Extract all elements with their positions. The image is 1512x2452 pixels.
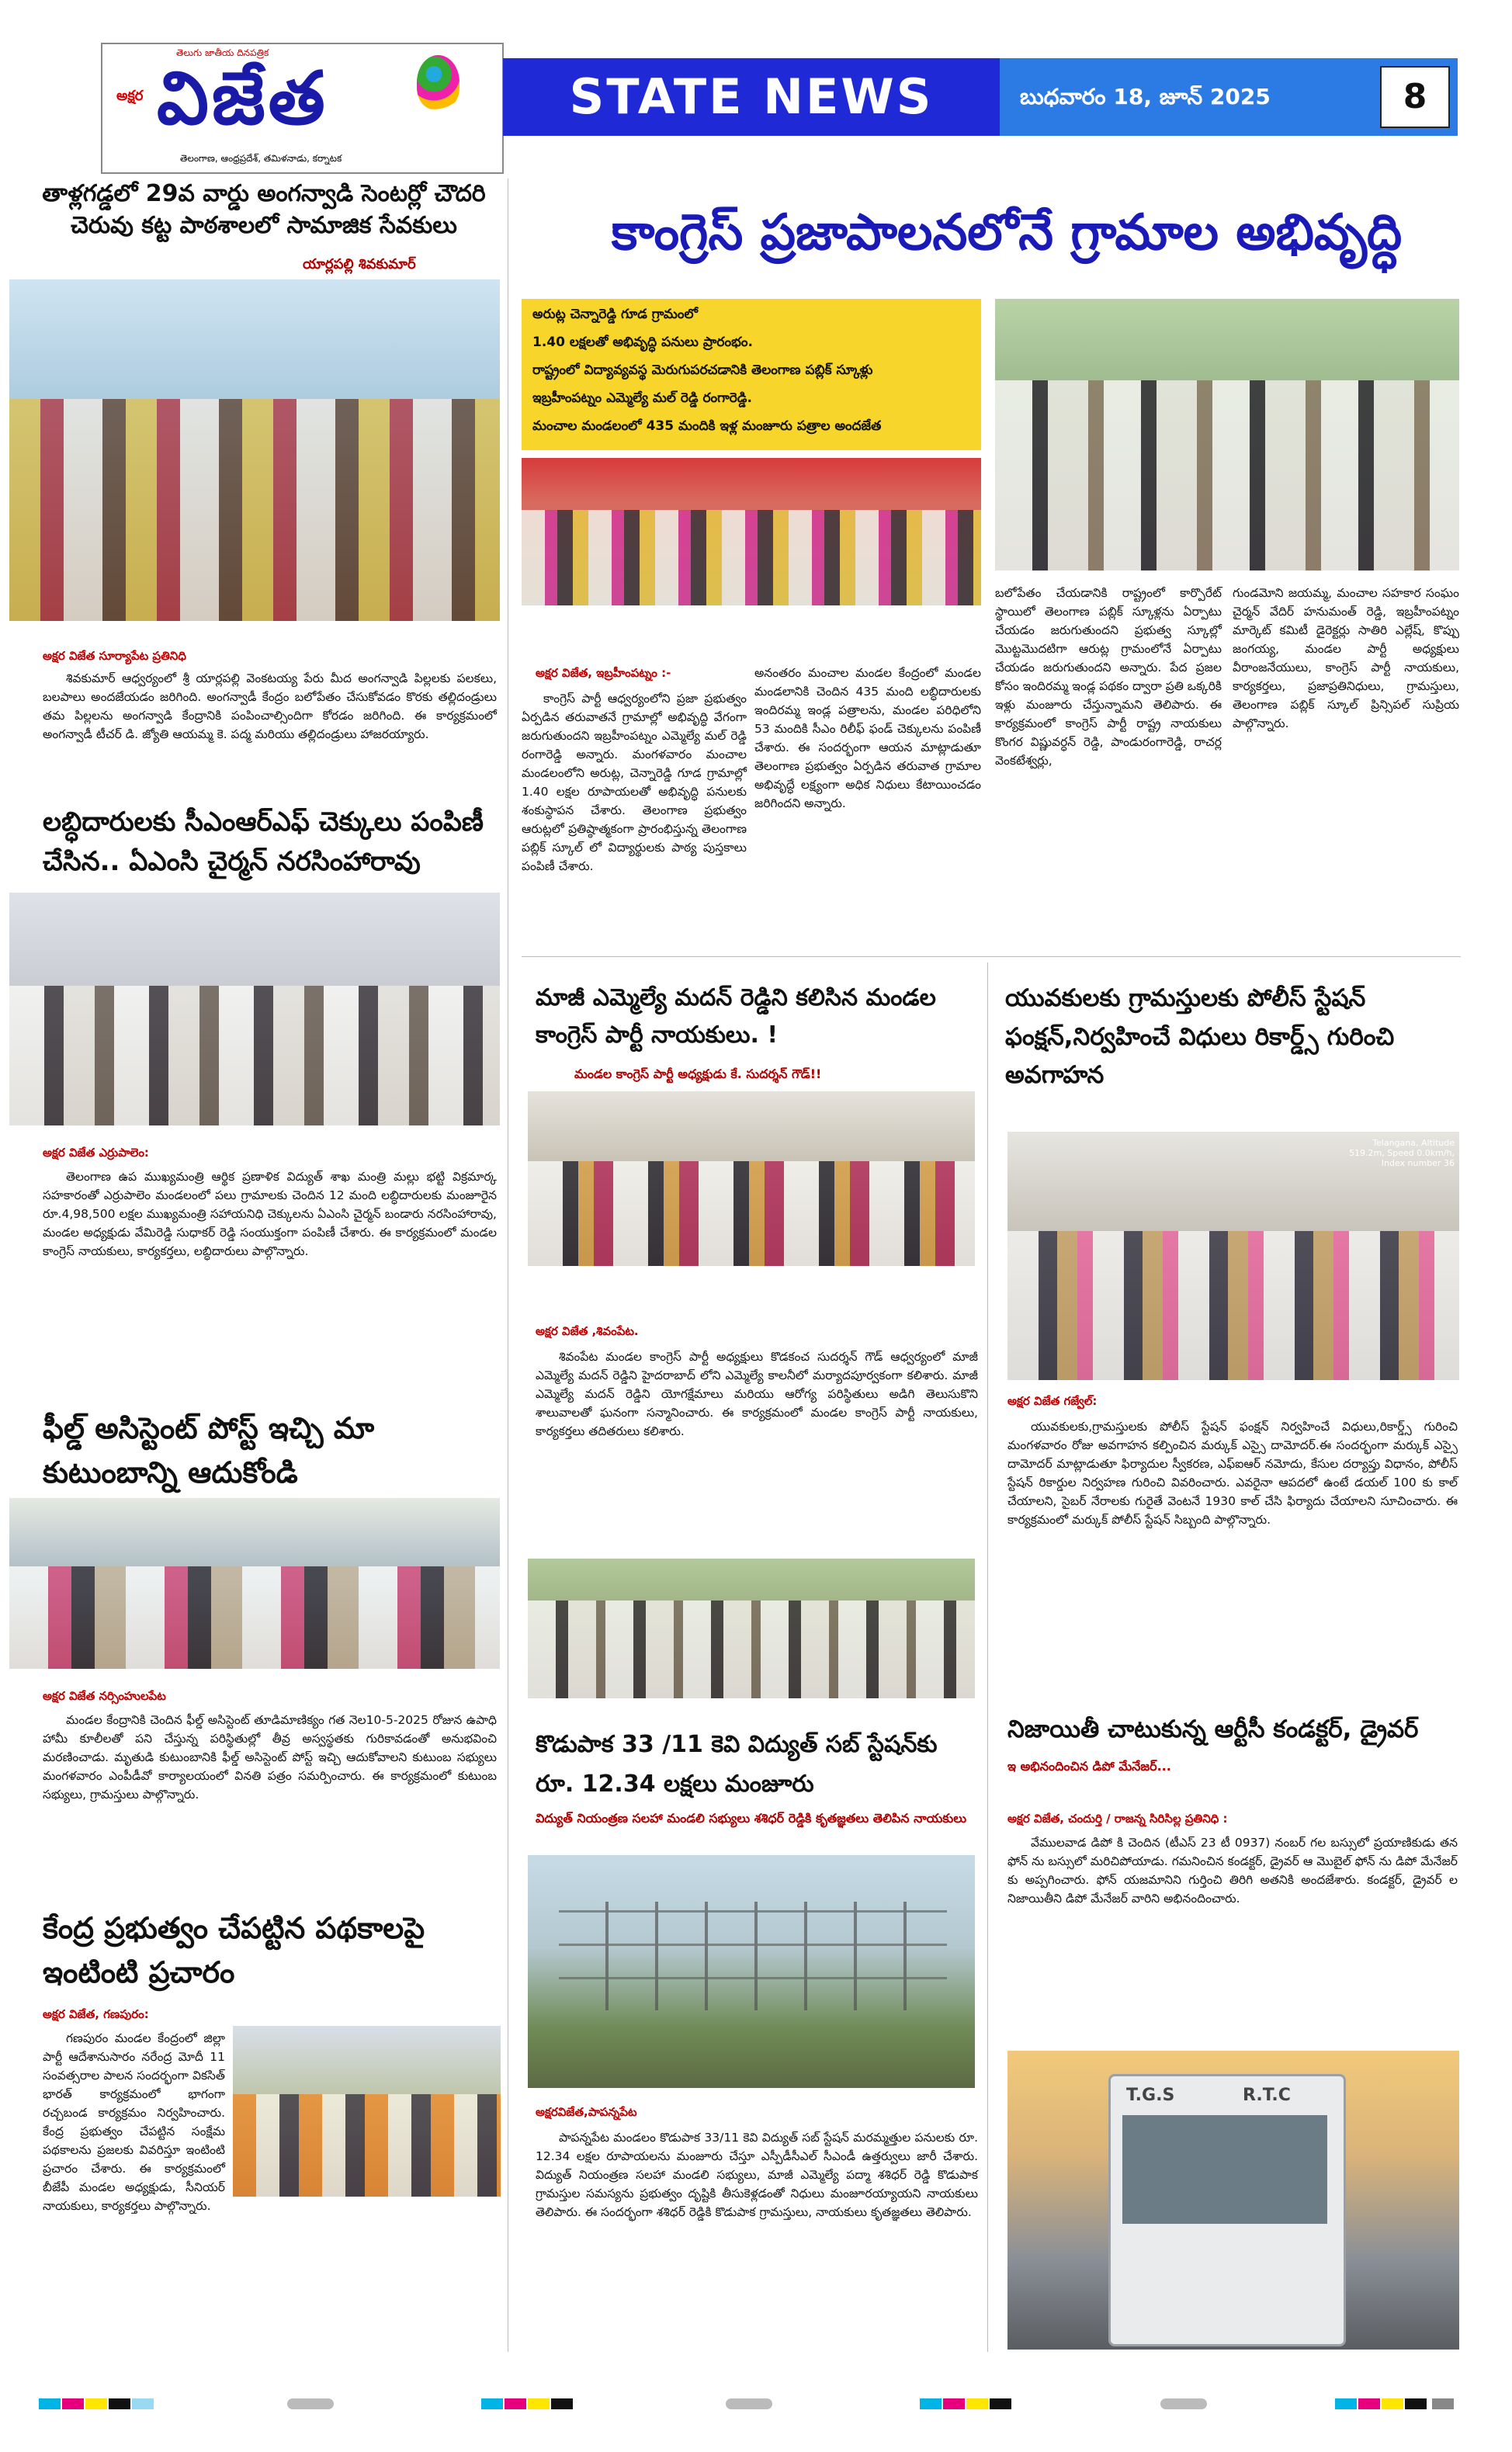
story5-photo	[528, 1091, 975, 1266]
story7-credit: అక్షర విజేత గజ్వేల్:	[1007, 1394, 1098, 1408]
bus-front	[1108, 2074, 1346, 2346]
story5-subhead: మండల కాంగ్రెస్ పార్టీ అధ్యక్షుడు కే. సుదర్శన్ గౌడ్!!	[574, 1066, 822, 1081]
story5-body: శివంపేట మండల కాంగ్రెస్ పార్టీ అధ్యక్షులు కొడకంచ సుదర్శన్ గౌడ్ ఆధ్వర్యంలో మాజీ ఎమ్మెల్యే మదన్ రెడ్డిని హైదరాబాద్ లోని ఎమ్మెల్యే కాలనీలో మర్యాదపూర్వకంగా కలిశారు. మాజీ ఎమ్మెల్యే మదన్ రెడ్డిని యోగక్షేమాలు మరియు ఆరోగ్య పరిస్థితులు అడిగి తెలుసుకొని శాలువాలతో ఘనంగా సన్మానించారు. ఈ కార్యక్రమంలో మండల కాంగ్రెస్ పార్టీ నాయకులు, కార్యకర్తలు తదితరులు కలిశారు.	[536, 1350, 978, 1439]
photo-gps-overlay: Telangana, Altitude 519.2m, Speed 0.0km/h, Index number 36	[1349, 1138, 1455, 1168]
story3-credit: అక్షర విజేత నర్సింహులపేట	[43, 1689, 166, 1703]
story4-photo	[233, 2026, 501, 2197]
story2-credit: అక్షర విజేత ఎర్రుపాలెం:	[43, 1146, 149, 1160]
lead-headline: కాంగ్రెస్ ప్రజాపాలనలోనే గ్రామాల అభివృద్ధి	[611, 204, 1403, 262]
story5-photo-2	[528, 1559, 975, 1698]
lead-body-a: కాంగ్రెస్ పార్టీ ఆధ్వర్యంలోని ప్రజా ప్రభుత్వం ఏర్పడిన తరువాతనే గ్రామాల్లో అభివృద్ధి వేగంగా జరుగుతుందని ఇబ్రహీంపట్నం ఎమ్మెల్యే మల్ రెడ్డి రంగారెడ్డి అన్నారు. మంగళవారం మంచాల మండలంలోని అరుట్ల, చెన్నారెడ్డి గూడ గ్రామాల్లో 1.40 లక్షల రూపాయలతో అభివృద్ధి పనులకు శంకుస్థాపన చేశారు. తెలంగాణ ప్రభుత్వం ఆరుట్లలో ప్రతిష్ఠాత్మకంగా ప్రారంభిస్తున్న తెలంగాణ పబ్లిక్ స్కూల్ లో విద్యార్థులకు పాఠ్య పుస్తకాలు పంపిణీ చేశారు.	[522, 692, 747, 874]
lead-body-d: గుండమోని జయమ్మ, మంచాల సహకార సంఘం చైర్మన్ వేదిర్ హనుమంత్ రెడ్డి, ఇబ్రహీంపట్నం మార్కెట్ కమిటీ డైరెక్టర్లు సాతిరి ఎల్లేష్, కొప్పు జంగయ్య, మండల పార్టీ అధ్యక్షులు వీరాంజనేయులు, కాంగ్రెస్ పార్టీ నాయకులు, కార్యకర్తలు, ప్రజాప్రతినిధులు, గ్రామస్తులు, తెలంగాణ పబ్లిక్ స్కూల్ ప్రిన్సిపల్ సుప్రియ పాల్గొన్నారు.	[1233, 586, 1459, 731]
story4-headline: కేంద్ర ప్రభుత్వం చేపట్టిన పథకాలపై ఇంటింటి ప్రచారం	[43, 1911, 425, 1989]
lead-highlight-2: 1.40 లక్షలతో అభివృద్ధి పనులు ప్రారంభం.	[532, 335, 753, 350]
lead-highlight-4: ఇబ్రహీంపట్నం ఎమ్మెల్యే మల్ రెడ్డి రంగారెడ్డి.	[532, 390, 752, 406]
lead-photo-right	[995, 299, 1459, 571]
logo-box	[101, 43, 504, 174]
lead-body-b: అనంతరం మంచాల మండల కేంద్రంలో మండల మండలానికి చెందిన 435 మంది లబ్ధిదారులకు ఇందిరమ్మ ఇండ్ల పత్రాలను, మండల పరిధిలోని 53 మందికి సీఎం రిలీఫ్ ఫండ్ చెక్కులను పంపిణీ చేశారు. ఈ సందర్భంగా ఆయన మాట్లాడుతూ తెలంగాణ ప్రభుత్వం ఏర్పడిన తరువాత గ్రామాల అభివృద్ధే లక్ష్యంగా అధిక నిధులు కేటాయించడం జరిగిందని అన్నారు.	[754, 666, 981, 811]
date-banner	[1000, 58, 1372, 136]
lead-credit: అక్షర విజేత, ఇబ్రహీంపట్నం :-	[536, 666, 671, 680]
story8-photo	[1007, 2051, 1459, 2350]
registration-bar	[0, 2398, 1512, 2414]
section-banner	[503, 58, 1000, 136]
story2-headline: లబ్ధిదారులకు సీఎంఆర్ఎఫ్ చెక్కులు పంపిణీ చేసిన.. ఏఎంసి చైర్మన్ నరసింహారావు	[43, 806, 484, 877]
bus-windshield	[1122, 2115, 1327, 2224]
bus-plate-2: R.T.C	[1243, 2086, 1291, 2105]
story1-credit: అక్షర విజేత సూర్యాపేట ప్రతినిధి	[43, 649, 186, 663]
story1-body: శివకుమార్ ఆధ్వర్యంలో శ్రీ యార్లపల్లి వెంకటయ్య పేరు మీద అంగన్వాడి పిల్లలకు పలకలు, బలపాలు అందజేయడం జరిగింది. అంగన్వాడీ కేంద్రం బలోపేతం చేసుకోవడం కొరకు తల్లిదండ్రులు తమ పిల్లలను అంగన్వాడి కేంద్రానికి పంపించాల్సిందిగా కోరడం జరిగింది. ఈ కార్యక్రమంలో అంగన్వాడీ టీచర్ డి. జ్యోతి ఆయమ్మ కె. పద్మ మరియు తల్లిదండ్రులు హాజరయ్యారు.	[43, 671, 497, 742]
peacock-icon	[417, 55, 459, 109]
story3-headline: ఫీల్డ్ అసిస్టెంట్ పోస్ట్ ఇచ్చి మా కుటుంబాన్ని ఆదుకోండి	[43, 1411, 375, 1490]
logo-states: తెలంగాణ, ఆంధ్రప్రదేశ్, తమిళనాడు, కర్నాటక	[180, 153, 342, 164]
story4-body-cont	[43, 2203, 497, 2350]
story4-body: గణపురం మండల కేంద్రంలో జిల్లా పార్టీ ఆదేశానుసారం నరేంద్ర మోదీ 11 సంవత్సరాల పాలన సందర్భంగా వికసిత్ భారత్ కార్యక్రమంలో భాగంగా రచ్చబండ కార్యక్రమం నిర్వహించారు. కేంద్ర ప్రభుత్వం చేపట్టిన సంక్షేమ పథకాలను ప్రజలకు వివరిస్తూ ఇంటింటి ప్రచారం చేశారు. ఈ కార్యక్రమంలో బీజేపీ మండల అధ్యక్షుడు, సీనియర్ నాయకులు, కార్యకర్తలు పాల్గొన్నారు.	[43, 2031, 225, 2214]
lead-highlight-1: అరుట్ల చెన్నారెడ్డి గూడ గ్రామంలో	[532, 307, 698, 322]
story7-headline: యువకులకు గ్రామస్తులకు పోలీస్ స్టేషన్ ఫంక్షన్,నిర్వహించే విధులు రికార్డ్స్ గురించి అవగాహన	[1005, 984, 1395, 1090]
story6-photo	[528, 1855, 975, 2088]
lead-highlight-5: మంచాల మండలంలో 435 మందికి ఇళ్ల మంజూరు పత్రాల అందజేత	[532, 418, 882, 434]
story7-photo	[1007, 1132, 1459, 1380]
logo-prefix: అక్షర	[116, 88, 144, 104]
section-title: STATE NEWS	[569, 68, 934, 125]
lead-bottom-rule	[522, 956, 1461, 957]
story8-body: వేములవాడ డిపో కి చెందిన (టీఎస్ 23 టీ 0937) నంబర్ గల బస్సులో ప్రయాణికుడు తన ఫోన్ ను బస్సులో మరిచిపోయాడు. గమనించిన కండక్టర్, డ్రైవర్ ఆ మొబైల్ ఫోన్ ను డిపో మేనేజర్ కు అప్పగించారు. ఫోన్ యజమానిని గుర్తించి తిరిగి అతనికి అందజేశారు. కండక్టర్, డ్రైవర్ ల నిజాయితీని డిపో మేనేజర్ వారిని అభినందించారు.	[1007, 1836, 1458, 1906]
story3-body: మండల కేంద్రానికి చెందిన ఫీల్డ్ అసిస్టెంట్ తూడిమాణిక్యం గత నెల10-5-2025 రోజున ఉపాధి హామీ కూలీలతో పని చేస్తున్న పరిస్థితుల్లో తీవ్ర అస్వస్థతకు గురికావడంతో అనుభవించి మరణించాడు. మృతుడి కుటుంబానికి ఫీల్డ్ అసిస్టెంట్ పోస్ట్ ఇచ్చి ఆదుకోవాలని కుటుంబ సభ్యులు మంగళవారం ఎంపీడీవో కార్యాలయంలో వినతి పత్రం సమర్పించారు. ఈ కార్యక్రమంలో కుటుంబ సభ్యులు, గ్రామస్తులు పాల్గొన్నారు.	[43, 1713, 497, 1802]
bus-plate-1: T.G.S	[1126, 2086, 1175, 2105]
story6-headline: కొడుపాక 33 /11 కెవి విద్యుత్ సబ్ స్టేషన్‌కు రూ. 12.34 లక్షలు మంజూరు	[536, 1731, 938, 1798]
lead-body-c: బలోపేతం చేయడానికి రాష్ట్రంలో కార్పొరేట్ స్థాయిలో తెలంగాణ పబ్లిక్ స్కూళ్లను ఏర్పాటు చేయడం జరుగుతుందని ప్రభుత్వ స్కూల్లో మొట్టమొదటిగా ఆరుట్ల గ్రామంలోనే ఏర్పాటు చేయడం జరుగుతుందని అన్నారు. పేద ప్రజల కోసం ఇందిరమ్మ ఇండ్ల పథకం ద్వారా ప్రతి ఒక్కరికి ఇళ్లు మంజూరు చేస్తున్నామని తెలిపారు. ఈ కార్యక్రమంలో కాంగ్రెస్ పార్టీ రాష్ట్ర నాయకులు కొంగర విష్ణువర్ధన్ రెడ్డి, పాండురంగారెడ్డి, రాచర్ల వెంకటేశ్వర్లు,	[995, 586, 1222, 768]
story2-body: తెలంగాణ ఉప ముఖ్యమంత్రి ఆర్థిక ప్రణాళిక విద్యుత్ శాఖ మంత్రి మల్లు భట్టి విక్రమార్క సహకారంతో ఎర్రుపాలెం మండలంలో పలు గ్రామాలకు చెందిన 12 మంది లబ్ధిదారులకు మంజూరైన రూ.4,98,500 లక్షల ముఖ్యమంత్రి సహాయనిధి చెక్కులను ఏఎంసి చైర్మన్ బండారు నరసింహారావు, మండల అధ్యక్షుడు వేమిరెడ్డి సుధాకర్ రెడ్డి సంయుక్తంగా పంపిణీ చేశారు. ఈ కార్యక్రమంలో మండల కాంగ్రెస్ నాయకులు, కార్యకర్తలు, లబ్ధిదారులు పాల్గొన్నారు.	[43, 1170, 497, 1259]
substation-structure	[559, 1902, 947, 2010]
logo-tagline: తెలుగు జాతీయ దినపత్రిక	[176, 47, 269, 58]
logo-name: విజేత	[157, 57, 328, 141]
story7-body: యువకులకు,గ్రామస్తులకు పోలీస్ స్టేషన్ ఫంక్షన్ నిర్వహించే విధులు,రికార్డ్స్ గురించి మంగళవారం రోజు అవగాహన కల్పించిన మర్కుక్ ఎస్సై దామోదర్.ఈ సందర్భంగా మర్కుక్ ఎస్సై దామోదర్ మాట్లాడుతూ ఫిర్యాదుల స్వీకరణ, ఎఫ్ఐఆర్ నమోదు, కేసుల దర్యాప్తు విధానం, పోలీస్ స్టేషన్ రికార్డుల నిర్వహణ గురించి వివరించారు. ఎవరైనా ఆపదలో ఉంటే డయల్ 100 కు కాల్ చేయాలని, సైబర్ నేరాలకు గురైతే వెంటనే 1930 కాల్ చేసి ఫిర్యాదు చేయాలని సూచించారు. ఈ కార్యక్రమంలో మర్కుక్ పోలీస్ స్టేషన్ సిబ్బంది పాల్గొన్నారు.	[1007, 1420, 1458, 1528]
story4-credit: అక్షర విజేత, గణపురం:	[43, 2007, 149, 2021]
story1-photo	[9, 279, 500, 621]
story3-photo	[9, 1498, 500, 1669]
story6-credit: అక్షరవిజేత,పాపన్నపేట	[536, 2105, 637, 2119]
issue-date: బుధవారం 18, జూన్ 2025	[1020, 84, 1271, 109]
lead-photo-left	[522, 458, 981, 605]
masthead	[0, 47, 1512, 164]
story6-subhead: విద్యుత్ నియంత్రణ సలహా మండలి సభ్యులు శశిధర్ రెడ్డికి కృతజ్ఞతలు తెలిపిన నాయకులు	[536, 1811, 967, 1826]
story8-credit: అక్షర విజేత, చందుర్తి / రాజన్న సిరిసిల్ల ప్రతినిధి :	[1007, 1812, 1228, 1826]
story1-headline: తాళ్లగడ్డలో 29వ వార్డు అంగన్వాడి సెంటర్లో చౌదరి చెరువు కట్ట పాఠశాలలో సామాజిక సేవకులు	[42, 180, 486, 239]
story5-credit: అక్షర విజేత ,శివంపేట.	[536, 1324, 639, 1338]
story6-body: పాపన్నపేట మండలం కొడుపాక 33/11 కెవి విద్యుత్ సబ్ స్టేషన్ మరమ్మత్తుల పనులకు రూ. 12.34 లక్షల రూపాయలను మంజూరు చేస్తూ ఎస్పీడీసీఎల్ సీఎండీ ఉత్తర్వులు జారీ చేశారు. విద్యుత్ నియంత్రణ సలహా మండలి సభ్యులు, మాజీ ఎమ్మెల్యే పద్మా శశిధర్ రెడ్డి కొడుపాక గ్రామస్తుల సమస్యను ప్రభుత్వం దృష్టికి తీసుకెళ్లడంతో నిధులు మంజూరయ్యాయని నాయకులు తెలిపారు. ఈ సందర్భంగా శశిధర్ రెడ్డికి కొడుపాక గ్రామస్తులు, నాయకులు కృతజ్ఞతలు తెలిపారు.	[536, 2131, 978, 2220]
page-number-box	[1372, 58, 1458, 136]
story1-byline: యార్లపల్లి శివకుమార్	[303, 256, 416, 272]
page-number: 8	[1403, 77, 1427, 116]
lead-highlight-3: రాష్ట్రంలో విద్యావ్యవస్థ మెరుగుపరచడానికి తెలంగాణ పబ్లిక్ స్కూళ్లు	[532, 362, 873, 378]
story8-headline: నిజాయితీ చాటుకున్న ఆర్టీసీ కండక్టర్, డ్రైవర్	[1007, 1715, 1419, 1743]
column-divider-2	[987, 962, 988, 2352]
lead-highlight-box	[522, 299, 981, 450]
story2-photo	[9, 893, 500, 1125]
story8-subhead: ఇ అభినందించిన డిపో మేనేజర్...	[1007, 1759, 1171, 1774]
story5-headline: మాజీ ఎమ్మెల్యే మదన్ రెడ్డిని కలిసిన మండల కాంగ్రెస్ పార్టీ నాయకులు. !	[536, 984, 936, 1049]
